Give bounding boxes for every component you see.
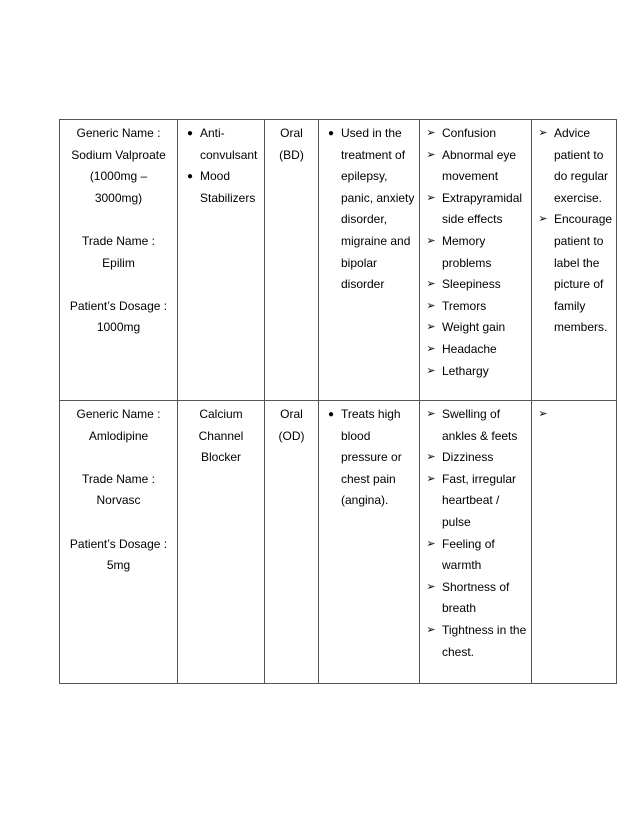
list-item: ➢ Headache	[424, 339, 527, 361]
classification-list	[182, 123, 260, 209]
table-row	[60, 401, 617, 684]
list-item: ● Used in the treatment of epilepsy, panic, anxiety disorder, migraine and bipolar disorder	[323, 123, 415, 296]
nursing-cell	[532, 120, 617, 401]
list-item: ➢ Advice patient to do regular exercise.	[536, 123, 612, 209]
trade-name-value: Epilim	[102, 255, 135, 270]
dose-range-end: 3000mg)	[94, 190, 143, 205]
route: Oral	[280, 407, 303, 421]
generic-name-value: Amlodipine	[88, 428, 149, 443]
list-item: ● Anti-convulsant	[182, 123, 260, 166]
list-item: ● Mood Stabilizers	[182, 166, 260, 209]
drug-table	[59, 119, 617, 684]
list-item: ➢ Weight gain	[424, 317, 527, 339]
list-item: ➢ Tremors	[424, 296, 527, 318]
frequency: (BD)	[279, 147, 304, 162]
bullet-icon: ●	[186, 171, 194, 183]
list-item: ➢ Sleepiness	[424, 274, 527, 296]
list-item: ➢ Confusion	[424, 123, 527, 145]
nursing-cell	[532, 401, 617, 684]
bullet-icon: ●	[327, 409, 335, 420]
dosage-label: Patient’s Dosage :	[69, 298, 168, 313]
arrow-bullet-icon: ➢	[538, 213, 548, 226]
arrow-bullet-icon: ➢	[538, 127, 548, 139]
classification-line: Channel	[198, 428, 244, 443]
arrow-bullet-icon: ➢	[426, 451, 436, 464]
classification-line: Calcium	[199, 407, 243, 421]
list-item: ➢ Feeling of warmth	[424, 534, 527, 577]
arrow-bullet-icon: ➢	[426, 127, 436, 139]
list-item: ➢ Memory problems	[424, 231, 527, 274]
frequency: (OD)	[278, 428, 305, 443]
trade-name-label: Trade Name :	[82, 233, 155, 248]
drug-name-cell	[60, 401, 178, 684]
arrow-bullet-icon: ➢	[426, 342, 436, 355]
side-effects-list	[424, 404, 527, 663]
arrow-bullet-icon: ➢	[426, 364, 436, 377]
drug-name-cell	[60, 120, 178, 401]
classification-cell	[178, 120, 265, 401]
list-item: ➢ Tightness in the chest.	[424, 620, 527, 663]
bullet-icon: ●	[327, 128, 335, 139]
arrow-bullet-icon: ➢	[426, 408, 436, 420]
side-effects-list	[424, 123, 527, 382]
side-effects-cell	[420, 120, 532, 401]
generic-name-label: Generic Name :	[76, 126, 161, 140]
nursing-list	[536, 123, 612, 339]
route: Oral	[280, 126, 303, 140]
dose-range: (1000mg –	[89, 169, 148, 184]
arrow-bullet-icon: ➢	[426, 321, 436, 334]
indication-cell	[319, 120, 420, 401]
arrow-bullet-icon: ➢	[426, 191, 436, 204]
indication-list	[323, 404, 415, 512]
arrow-bullet-icon: ➢	[426, 299, 436, 312]
generic-name-label: Generic Name :	[76, 407, 161, 421]
arrow-bullet-icon: ➢	[426, 623, 436, 636]
generic-name-value: Sodium Valproate	[71, 147, 166, 162]
classification-cell	[178, 401, 265, 684]
arrow-bullet-icon: ➢	[426, 537, 436, 550]
list-item: ➢ Dizziness	[424, 447, 527, 469]
trade-name-value: Norvasc	[96, 493, 141, 508]
list-item: ➢ Lethargy	[424, 361, 527, 383]
dosage-label: Patient’s Dosage :	[69, 536, 168, 551]
side-effects-cell	[420, 401, 532, 684]
trade-name-label: Trade Name :	[82, 471, 155, 486]
arrow-bullet-icon: ➢	[426, 472, 436, 485]
arrow-bullet-icon: ➢	[426, 148, 436, 161]
dosage-value: 1000mg	[96, 320, 141, 335]
list-item: ➢ Extrapyramidal side effects	[424, 188, 527, 231]
arrow-bullet-icon: ➢	[538, 408, 548, 420]
list-item: ● Treats high blood pressure or chest pain (angina).	[323, 404, 415, 512]
arrow-bullet-icon: ➢	[426, 234, 436, 247]
bullet-icon: ●	[186, 128, 194, 139]
route-cell	[265, 401, 319, 684]
list-item: ➢ Swelling of ankles & feets	[424, 404, 527, 447]
list-item: ➢ Encourage patient to label the picture of family members.	[536, 209, 612, 339]
list-item: ➢ Abnormal eye movement	[424, 145, 527, 188]
route-cell	[265, 120, 319, 401]
arrow-bullet-icon: ➢	[426, 580, 436, 593]
dosage-value: 5mg	[106, 558, 131, 573]
table-row	[60, 120, 617, 401]
list-item: ➢ Shortness of breath	[424, 577, 527, 620]
indication-list	[323, 123, 415, 296]
indication-cell	[319, 401, 420, 684]
classification-line: Blocker	[200, 450, 241, 465]
list-item: ➢ Fast, irregular heartbeat / pulse	[424, 469, 527, 534]
arrow-bullet-icon: ➢	[426, 278, 436, 291]
